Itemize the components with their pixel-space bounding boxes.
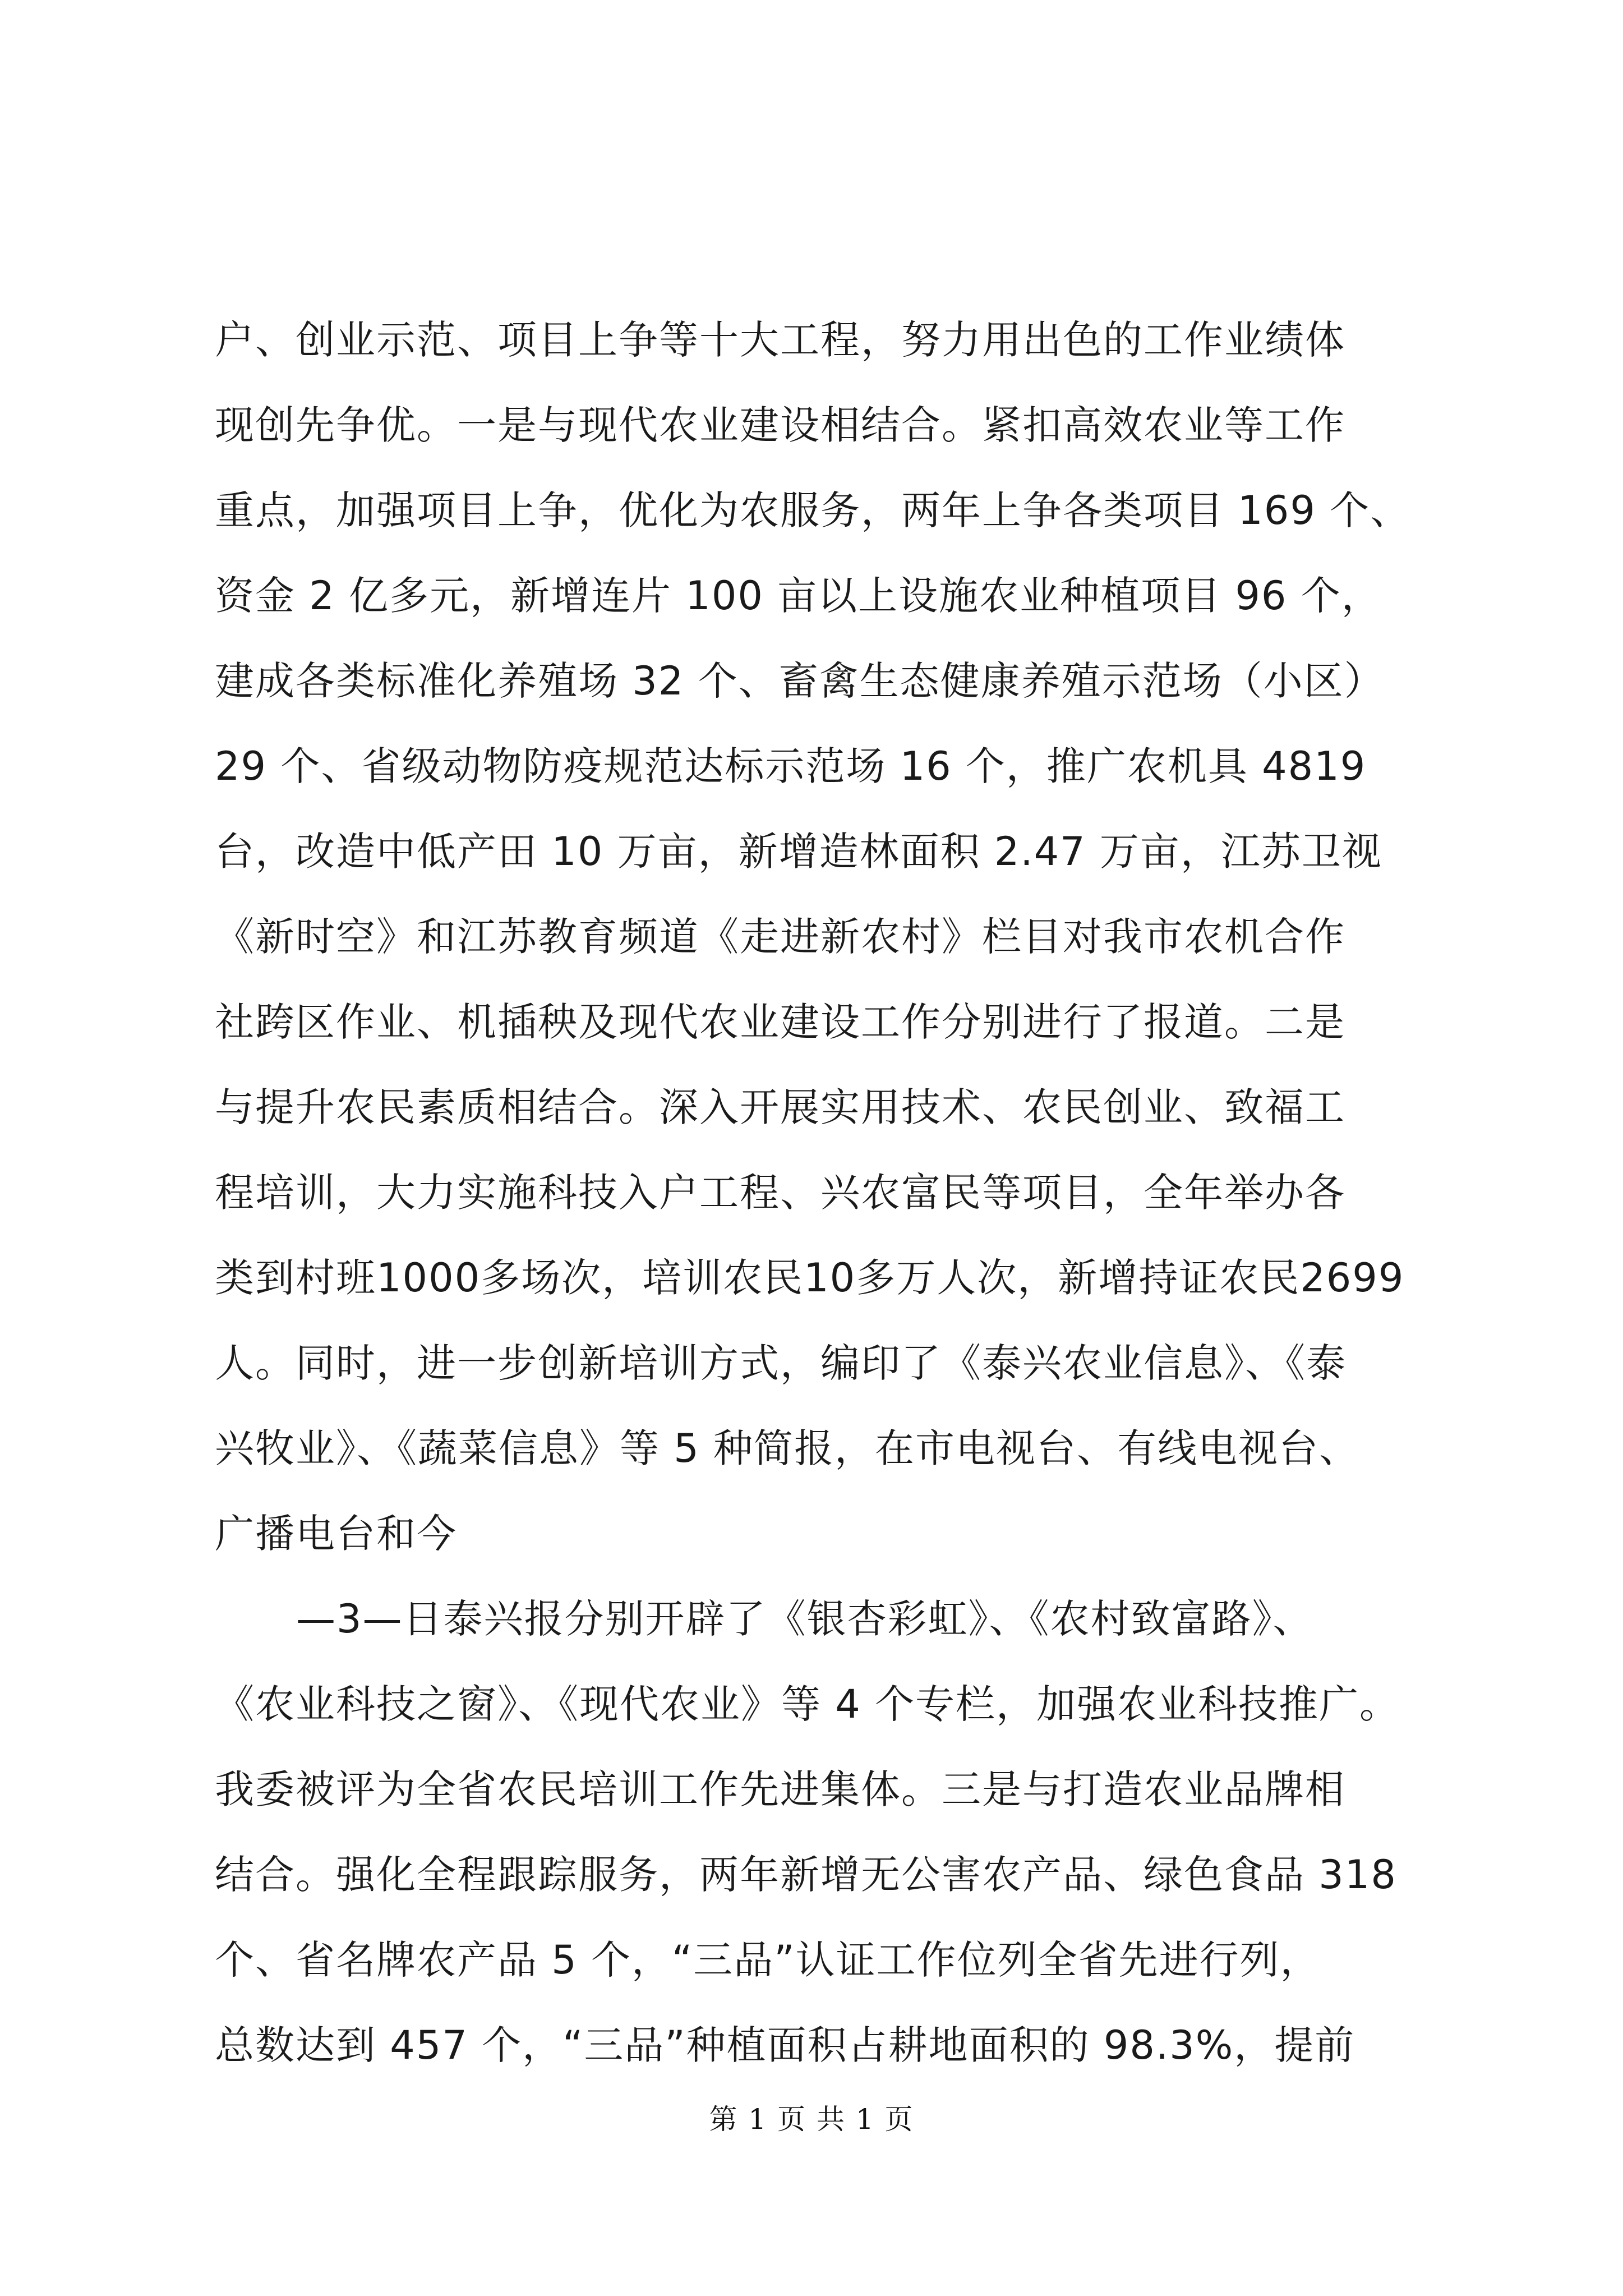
text-line: 我委被评为全省农民培训工作先进集体。三是与打造农业品牌相 <box>215 1766 1345 1812</box>
text-line: 《农业科技之窗》、《现代农业》等 4 个专栏，加强农业科技推广。 <box>215 1681 1400 1727</box>
body-text <box>215 297 1426 2088</box>
text-line: 兴牧业》、《蔬菜信息》等 5 种简报，在市电视台、有线电视台、 <box>215 1425 1360 1471</box>
text-line: 建成各类标准化养殖场 32 个、畜禽生态健康养殖示范场（小区） <box>215 658 1385 704</box>
text-line: 台，改造中低产田 10 万亩，新增造林面积 2.47 万亩，江苏卫视 <box>215 829 1382 875</box>
text-line: 社跨区作业、机插秧及现代农业建设工作分别进行了报道。二是 <box>215 999 1345 1045</box>
text-line: 户、创业示范、项目上争等十大工程，努力用出色的工作业绩体 <box>215 317 1345 363</box>
text-line: 重点，加强项目上争，优化为农服务，两年上争各类项目 169 个、 <box>215 487 1411 533</box>
text-line: 程培训，大力实施科技入户工程、兴农富民等项目，全年举办各 <box>215 1170 1345 1216</box>
text-line: 《新时空》和江苏教育频道《走进新农村》栏目对我市农机合作 <box>215 914 1345 960</box>
text-line: 广播电台和今 <box>215 1511 457 1557</box>
text-line: 与提升农民素质相结合。深入开展实用技术、农民创业、致福工 <box>215 1084 1345 1130</box>
text-line: 人。同时，进一步创新培训方式，编印了《泰兴农业信息》、《泰 <box>215 1340 1347 1386</box>
text-line: 个、省名牌农产品 5 个，“三品”认证工作位列全省先进行列， <box>215 1937 1321 1983</box>
text-line: 29 个、省级动物防疫规范达标示范场 16 个，推广农机具 4819 <box>215 743 1367 789</box>
text-line: 类到村班1000多场次，培训农民10多万人次，新增持证农民2699 <box>215 1255 1405 1301</box>
text-line: 现创先争优。一是与现代农业建设相结合。紧扣高效农业等工作 <box>215 402 1345 448</box>
text-line: 资金 2 亿多元，新增连片 100 亩以上设施农业种植项目 96 个， <box>215 573 1382 619</box>
text-line: —3—日泰兴报分别开辟了《银杏彩虹》、《农村致富路》、 <box>296 1596 1313 1642</box>
text-line: 总数达到 457 个，“三品”种植面积占耕地面积的 98.3%，提前 <box>215 2022 1355 2068</box>
page-footer: 第 1 页 共 1 页 <box>709 2103 914 2136</box>
text-line: 结合。强化全程跟踪服务，两年新增无公害农产品、绿色食品 318 <box>215 1852 1397 1898</box>
